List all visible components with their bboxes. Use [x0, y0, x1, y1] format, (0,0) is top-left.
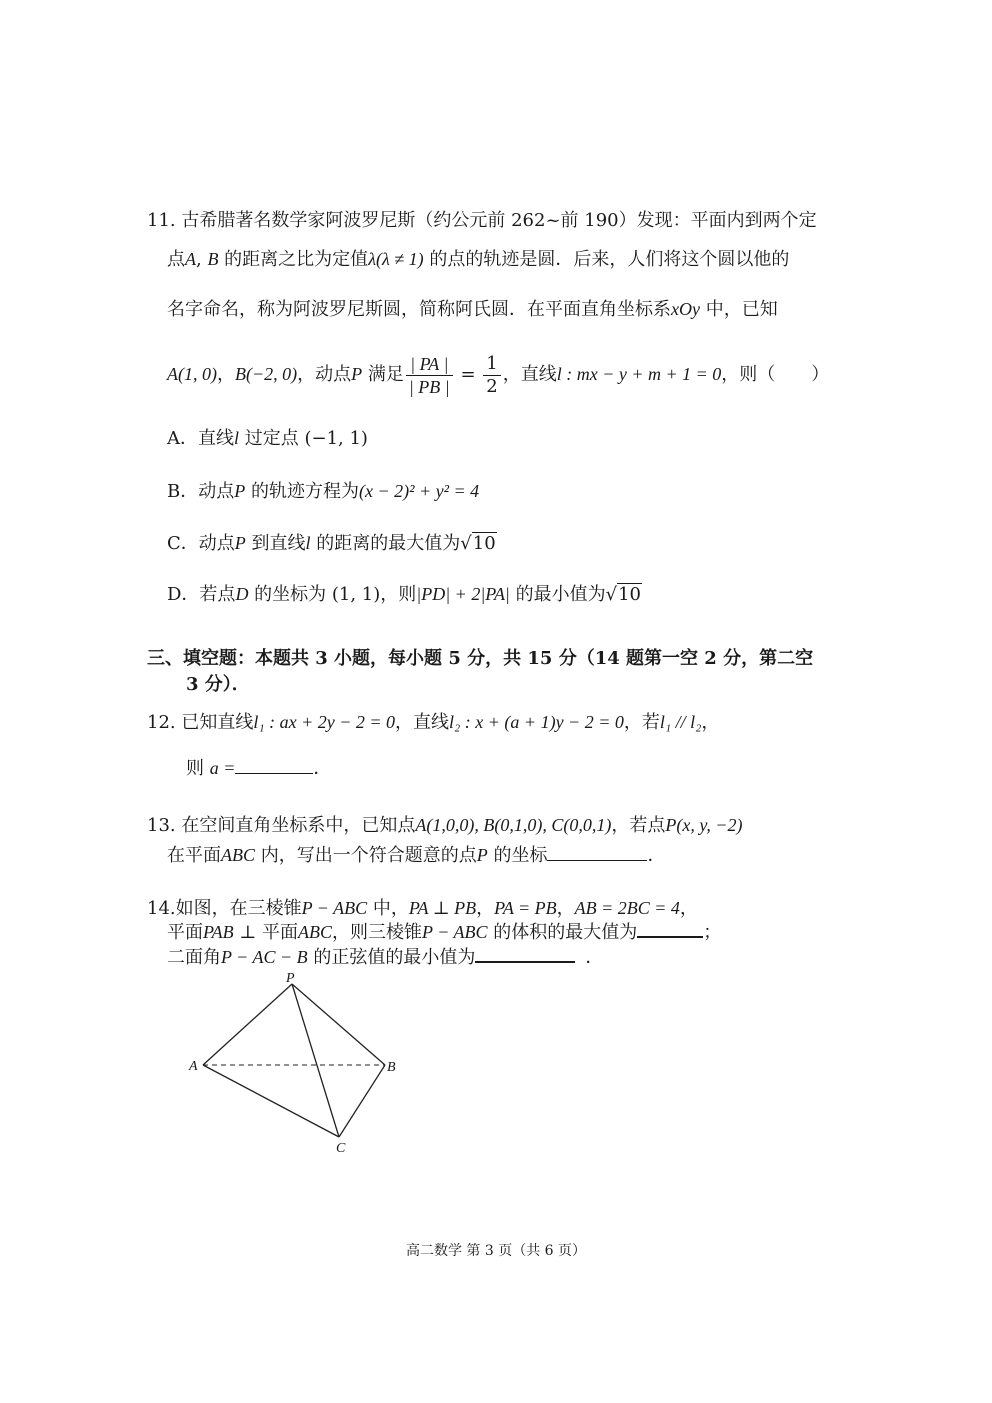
answer-blank[interactable]	[475, 945, 575, 963]
q12-line-2	[186, 756, 331, 781]
text: B．动点	[167, 481, 235, 502]
text: ，	[556, 898, 575, 919]
q13-line-2	[167, 843, 665, 868]
q11-line-3	[167, 297, 778, 322]
math-point: A(1, 0)	[167, 364, 217, 384]
text: ．	[585, 947, 604, 968]
q11-line-2	[167, 247, 789, 272]
text: 的最小值为	[509, 584, 606, 605]
text: 中，	[367, 898, 409, 919]
text: 点	[167, 249, 185, 270]
text: 的点的轨迹是圆．后来，人们将这个圆以他的	[423, 249, 790, 270]
label-c: C	[336, 1141, 346, 1156]
label-p: P	[286, 971, 295, 986]
sqrt-icon: √	[605, 584, 618, 605]
math-expression: PA ⊥ PB	[408, 898, 477, 918]
text: 在平面	[167, 845, 221, 866]
math-var: P	[351, 364, 363, 384]
answer-blank[interactable]	[235, 757, 313, 774]
edge-pb	[292, 984, 385, 1065]
math-var: P	[234, 481, 246, 501]
math-expression: |PD| + 2|PA|	[416, 584, 510, 604]
text: ．	[313, 758, 332, 779]
text: 已知直线	[181, 712, 254, 733]
q11-text: 古希腊著名数学家阿波罗尼斯（约公元前 262~前 190）发现：平面内到两个定	[181, 210, 817, 231]
q12-line-1	[147, 710, 719, 735]
text: 如图，在三棱锥	[175, 898, 302, 919]
math-expression: A(1,0,0), B(0,1,0), C(0,0,1)	[415, 815, 612, 835]
text: 在空间直角坐标系中，已知点	[181, 815, 416, 836]
text: ，若点	[611, 815, 666, 836]
edge-pa	[203, 984, 292, 1065]
half-fraction	[483, 353, 500, 398]
text: 满足	[362, 364, 404, 385]
math-expression: P − ABC	[301, 898, 368, 918]
math-expression: l₁ // l₂	[659, 712, 702, 732]
edge-pc	[292, 984, 339, 1137]
text: ，	[701, 712, 720, 733]
ratio-fraction	[406, 353, 453, 398]
fraction-numerator: | PA |	[406, 353, 453, 376]
q11-option-c	[167, 531, 497, 556]
text: ⊥ 平面	[233, 922, 299, 943]
math-expression: l₂ : x + (a + 1)y − 2 = 0	[449, 712, 624, 732]
edge-bc	[339, 1065, 385, 1137]
text: 到直线	[245, 533, 306, 554]
math-var: A	[185, 249, 196, 269]
math-point: B(−2, 0)	[234, 364, 298, 384]
question-number: 14.	[147, 898, 176, 919]
text: 过定点 (−1, 1)	[239, 428, 368, 449]
text: 平面	[167, 922, 203, 943]
text: 中，已知	[699, 299, 778, 320]
text: 的体积的最大值为	[487, 922, 638, 943]
math-var: D	[235, 584, 249, 604]
math-var: PAB	[203, 922, 234, 942]
text: 内，写出一个符合题意的点	[255, 845, 477, 866]
fraction-denominator: 2	[486, 375, 498, 397]
math-var: ABC	[221, 845, 255, 865]
q11-line-4	[167, 346, 829, 402]
text: D．若点	[167, 584, 236, 605]
label-b: B	[387, 1060, 396, 1075]
text: C．动点	[167, 533, 235, 554]
text: ；	[703, 922, 722, 943]
section-heading: 三、填空题：本题共 3 小题，每小题 5 分，共 15 分（14 题第一空 2 分，第二空	[147, 648, 814, 669]
math-var: ABC	[298, 922, 333, 942]
q11-option-b	[167, 479, 479, 504]
math-var: B	[207, 249, 219, 269]
text: ，直线	[395, 712, 450, 733]
fraction-denominator: | PB |	[408, 376, 450, 397]
text: ，	[476, 898, 495, 919]
q14-line-1	[147, 896, 698, 921]
text: 的坐标为 (1, 1)，则	[248, 584, 417, 605]
answer-blank[interactable]	[637, 920, 703, 938]
edge-ac	[203, 1065, 339, 1137]
math-expression: (x − 2)² + y² = 4	[358, 481, 480, 501]
pyramid-figure	[185, 968, 415, 1158]
text: ，则三棱锥	[332, 922, 423, 943]
page-footer: 高二数学 第 3 页（共 6 页）	[405, 1243, 587, 1259]
q11-option-a	[167, 426, 368, 451]
math-var: l	[305, 533, 311, 553]
text: 二面角	[167, 947, 221, 968]
math-expression: P − ABC	[422, 922, 488, 942]
section-heading-cont: 3 分）．	[186, 674, 250, 695]
question-number: 13.	[147, 815, 176, 836]
math-expression: AB = 2BC = 4	[574, 898, 680, 918]
text: ,	[196, 249, 208, 270]
sqrt-radicand: 10	[618, 584, 642, 605]
text: ，	[679, 898, 698, 919]
label-a: A	[189, 1059, 198, 1074]
math-expression: P − AC − B	[221, 947, 308, 967]
fraction-numerator: 1	[483, 353, 500, 376]
text: ，则（ ）	[721, 364, 830, 385]
math-expression: PA = PB	[494, 898, 557, 918]
q14-line-3	[167, 945, 603, 970]
answer-blank[interactable]	[547, 844, 647, 861]
q13-line-1	[147, 813, 742, 838]
text: ，若	[623, 712, 660, 733]
text: 的轨迹方程为	[245, 481, 359, 502]
text: A．直线	[167, 428, 234, 449]
math-var: P	[476, 845, 488, 865]
math-expression: a =	[209, 758, 236, 778]
q11-option-d	[167, 582, 642, 607]
question-number: 11.	[147, 210, 176, 231]
math-expression: λ(λ ≠ 1)	[368, 249, 424, 269]
text: 则	[186, 758, 204, 779]
q14-line-2	[167, 920, 721, 945]
sqrt-radicand: 10	[472, 533, 496, 554]
text: 的距离之比为定值	[218, 249, 369, 270]
text: 的正弦值的最小值为	[307, 947, 476, 968]
math-expression: l : mx − y + m + 1 = 0	[556, 364, 722, 384]
question-number: 12.	[147, 712, 176, 733]
text: ．	[647, 845, 666, 866]
text: =	[454, 364, 482, 385]
text: 名字命名，称为阿波罗尼斯圆，简称阿氏圆．在平面直角坐标系	[167, 299, 671, 320]
math-var: l	[234, 428, 240, 448]
math-expression: l₁ : ax + 2y − 2 = 0	[253, 712, 396, 732]
math-var: P	[234, 533, 246, 553]
text: 的坐标	[487, 845, 548, 866]
sqrt-icon: √	[460, 533, 472, 554]
math-point: P(x, y, −2)	[665, 815, 743, 835]
text: ，	[216, 364, 235, 385]
q11-line-1	[147, 209, 817, 233]
text: 的距离的最大值为	[310, 533, 461, 554]
math-var: xOy	[671, 299, 700, 319]
text: ，动点	[297, 364, 352, 385]
text: ，直线	[502, 364, 557, 385]
